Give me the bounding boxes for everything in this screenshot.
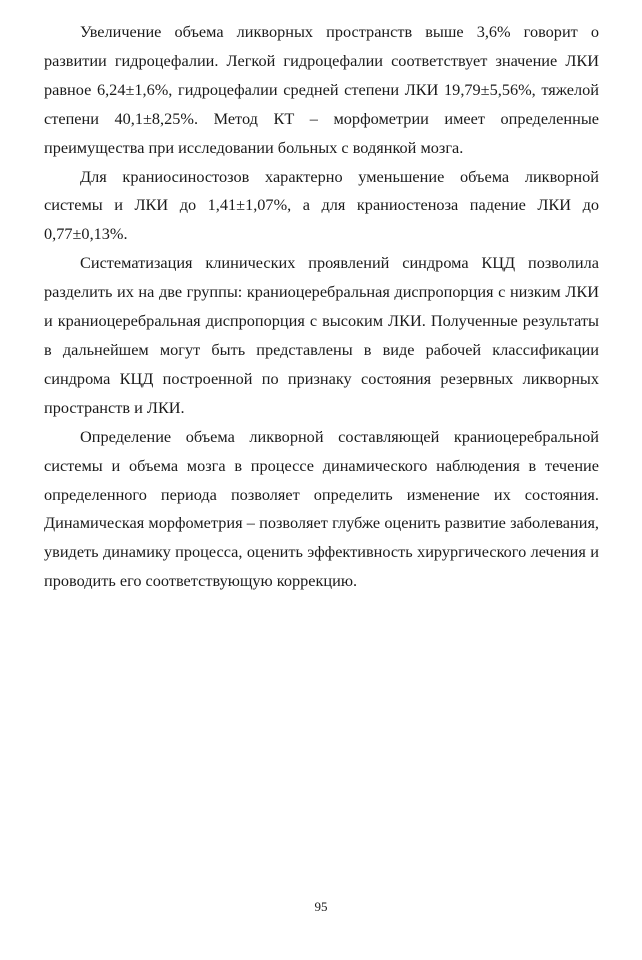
paragraph-4: Определение объема ликворной составляющей краниоцеребральной системы и объема мозга в процессе динамического наблюдения в течение определенного периода позволяет определить изменение их состояния. Динамическая морфометрия – позволяет глубже оценить развитие заболевания, увидеть динамику процесса, оценить эффективность хирургического лечения и проводить его соответствующую коррекцию.	[44, 426, 599, 591]
paragraph-2: Для краниосиностозов характерно уменьшение объема ликворной системы и ЛКИ до 1,41±1,07%, а для краниостеноза падение ЛКИ до 0,77±0,13%.	[44, 166, 599, 244]
document-body	[44, 18, 599, 596]
paragraph-3: Систематизация клинических проявлений синдрома КЦД позволила разделить их на две группы: краниоцеребральная диспропорция с низким ЛКИ и краниоцеребральная диспропорция с высоким ЛКИ. Полученные результаты в дальнейшем могут быть представлены в виде рабочей классификации синдрома КЦД построенной по признаку состояния резервных ликворных пространств и ЛКИ.	[44, 253, 599, 417]
page-number: 95	[314, 899, 328, 914]
paragraph-1: Увеличение объема ликворных пространств выше 3,6% говорит о развитии гидроцефалии. Легкой гидроцефалии соответствует значение ЛКИ равное 6,24±1,6%, гидроцефалии средней степени ЛКИ 19,79±5,56%, тяжелой степени 40,1±8,25%. Метод КТ – морфометрии имеет определенные преимущества при исследовании больных с водянкой мозга.	[44, 22, 599, 157]
